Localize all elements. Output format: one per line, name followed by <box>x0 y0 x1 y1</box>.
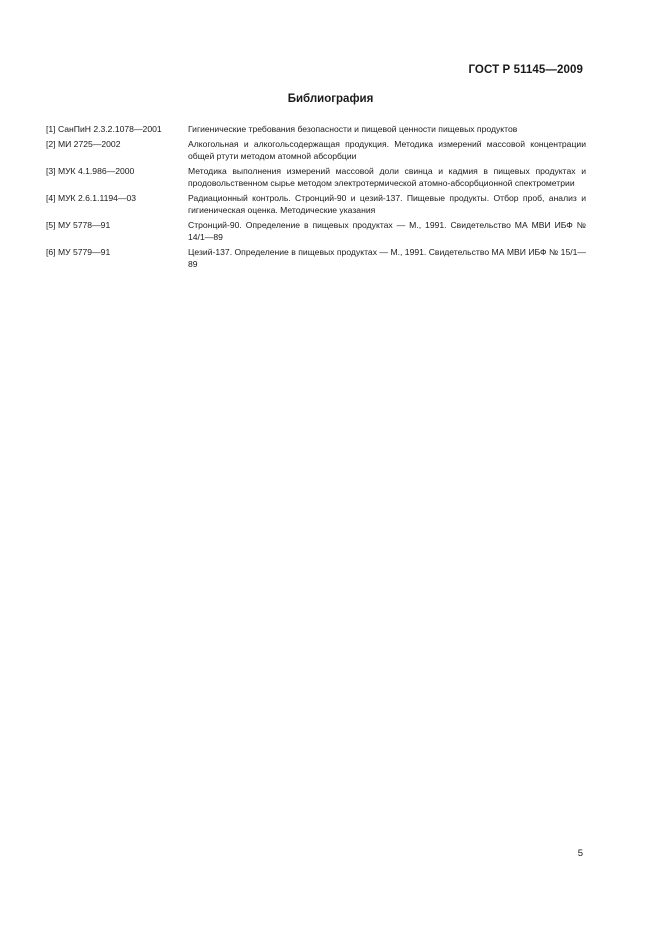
reference-id: [4] МУК 2.6.1.1194—03 <box>46 193 137 203</box>
reference-id: [6] МУ 5779—91 <box>46 247 111 257</box>
reference-text: Цезий-137. Определение в пищевых продуктах — М., 1991. Свидетельство МА МВИ ИБФ № 15/1—89 <box>188 247 586 269</box>
bibliography-entry <box>46 165 586 189</box>
reference-text: Гигиенические требования безопасности и пищевой ценности пищевых продуктов <box>188 124 518 134</box>
bibliography-entry <box>46 192 586 216</box>
bibliography-list <box>46 123 586 273</box>
reference-text: Радиационный контроль. Стронций-90 и цезий-137. Пищевые продукты. Отбор проб, анализ и гигиеническая оценка. Методические указания <box>188 193 586 215</box>
bibliography-entry <box>46 123 586 135</box>
bibliography-entry <box>46 219 586 243</box>
page-number: 5 <box>577 848 583 859</box>
reference-id: [5] МУ 5778—91 <box>46 220 111 230</box>
reference-text: Методика выполнения измерений массовой доли свинца и кадмия в пищевых продуктах и продовольственном сырье методом электротермической атомно-абсорбционной спектрометрии <box>188 166 586 188</box>
document-code: ГОСТ Р 51145—2009 <box>468 64 583 76</box>
bibliography-entry <box>46 138 586 162</box>
reference-text: Алкогольная и алкогольсодержащая продукция. Методика измерений массовой концентрации общей ртути методом атомной абсорбции <box>188 139 586 161</box>
reference-id: [1] СанПиН 2.3.2.1078—2001 <box>46 124 162 134</box>
reference-id: [2] МИ 2725—2002 <box>46 139 121 149</box>
reference-id: [3] МУК 4.1.986—2000 <box>46 166 135 176</box>
page-title: Библиография <box>287 93 374 105</box>
bibliography-entry <box>46 246 586 270</box>
reference-text: Стронций-90. Определение в пищевых продуктах — М., 1991. Свидетельство МА МВИ ИБФ № 14/1—89 <box>188 220 586 242</box>
